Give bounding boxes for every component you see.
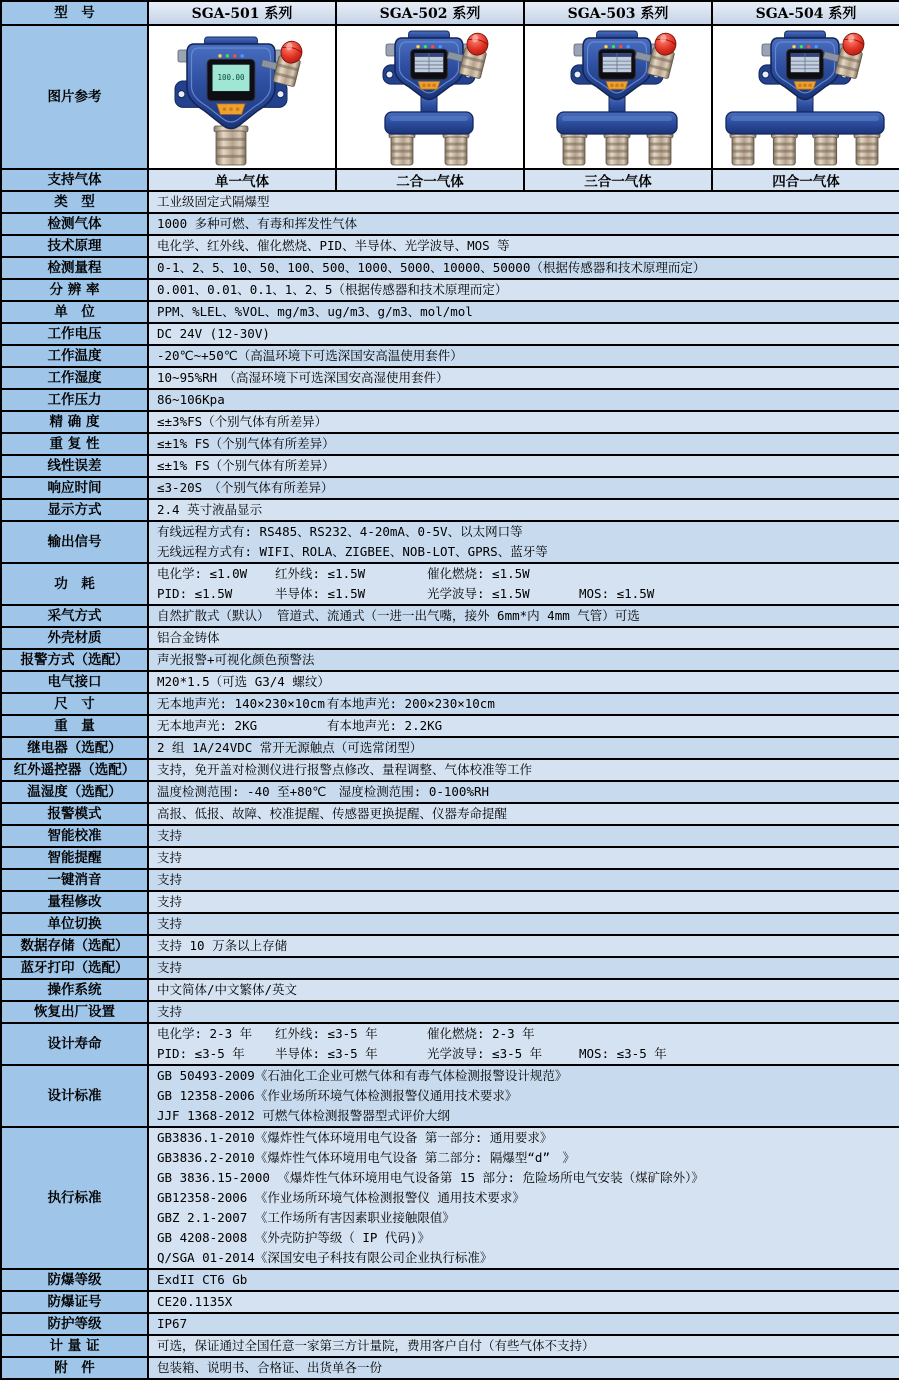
spec-value-line: 1000 多种可燃、有毒和挥发性气体 xyxy=(157,216,358,231)
spec-row xyxy=(1,979,899,1001)
spec-row xyxy=(1,411,899,433)
spec-value xyxy=(148,825,899,847)
spec-row xyxy=(1,759,899,781)
spec-value-line: 工业级固定式隔爆型 xyxy=(157,194,270,209)
spec-row xyxy=(1,605,899,627)
spec-value-line: JJF 1368-2012 可燃气体检测报警器型式评价大纲 xyxy=(157,1108,450,1123)
spec-label: 防爆证号 xyxy=(1,1291,148,1313)
spec-row xyxy=(1,1269,899,1291)
product-image-cell xyxy=(712,25,899,169)
spec-label: 工作电压 xyxy=(1,323,148,345)
spec-row xyxy=(1,433,899,455)
spec-value-line: GB 12358-2006《作业场所环境气体检测报警仪通用技术要求》 xyxy=(157,1088,518,1103)
spec-value xyxy=(148,649,899,671)
spec-row xyxy=(1,389,899,411)
spec-value xyxy=(148,411,899,433)
spec-value-line: 支持 xyxy=(157,960,183,975)
spec-value-line: DC 24V (12-30V) xyxy=(157,326,270,341)
spec-label: 重 量 xyxy=(1,715,148,737)
spec-value-line: Q/SGA 01-2014《深国安电子科技有限公司企业执行标准》 xyxy=(157,1250,493,1265)
spec-label: 工作湿度 xyxy=(1,367,148,389)
spec-label: 一键消音 xyxy=(1,869,148,891)
spec-row xyxy=(1,935,899,957)
model-header: SGA-504 系列 xyxy=(712,1,899,25)
spec-value xyxy=(148,1291,899,1313)
spec-value-segment: 无本地声光: 140×230×10cm xyxy=(157,696,325,711)
spec-value-line: 支持 xyxy=(157,1004,183,1019)
spec-row xyxy=(1,1335,899,1357)
spec-value-line: 支持 xyxy=(157,828,183,843)
spec-value xyxy=(148,1065,899,1127)
spec-row xyxy=(1,715,899,737)
spec-row xyxy=(1,803,899,825)
spec-label: 数据存储（选配） xyxy=(1,935,148,957)
spec-value-segment: 电化学: 2-3 年 xyxy=(157,1026,253,1041)
spec-value-line xyxy=(157,1044,891,1064)
spec-label: 显示方式 xyxy=(1,499,148,521)
product-image-cell xyxy=(336,25,524,169)
spec-label: 工作压力 xyxy=(1,389,148,411)
spec-value-segment: 催化燃烧: ≤1.5W xyxy=(427,566,530,581)
spec-label: 响应时间 xyxy=(1,477,148,499)
spec-value-line: 高报、低报、故障、校准提醒、传感器更换提醒、仪器寿命提醒 xyxy=(157,806,508,821)
spec-label: 功 耗 xyxy=(1,563,148,605)
spec-value-line: GB12358-2006 《作业场所环境气体检测报警仪 通用技术要求》 xyxy=(157,1190,525,1205)
spec-value-line: 86~106Kpa xyxy=(157,392,225,407)
spec-value-line: GB 3836.15-2000 《爆炸性气体环境用电气设备第 15 部分: 危险场所电气安装（煤矿除外）》 xyxy=(157,1170,704,1185)
spec-row xyxy=(1,323,899,345)
spec-value xyxy=(148,1313,899,1335)
spec-value xyxy=(148,913,899,935)
spec-label: 检测量程 xyxy=(1,257,148,279)
spec-row xyxy=(1,1065,899,1127)
spec-value-line: 2 组 1A/24VDC 常开无源触点（可选常闭型） xyxy=(157,740,423,755)
model-header: SGA-503 系列 xyxy=(524,1,712,25)
spec-row xyxy=(1,499,899,521)
spec-value-line: 可选，保证通过全国任意一家第三方计量院，费用客户自付（有些气体不支持） xyxy=(157,1338,595,1353)
spec-value-line: 温度检测范围: -40 至+80℃ 湿度检测范围: 0-100%RH xyxy=(157,784,490,799)
spec-value-line: PPM、%LEL、%VOL、mg/m3、ug/m3、g/m3、mol/mol xyxy=(157,304,473,319)
spec-row xyxy=(1,847,899,869)
spec-value-line: 支持，免开盖对检测仪进行报警点修改、量程调整、气体校准等工作 xyxy=(157,762,533,777)
spec-value-segment: PID: ≤1.5W xyxy=(157,586,233,601)
spec-value xyxy=(148,1335,899,1357)
spec-value xyxy=(148,869,899,891)
spec-row xyxy=(1,957,899,979)
spec-label: 类 型 xyxy=(1,191,148,213)
spec-row xyxy=(1,693,899,715)
spec-label: 重 复 性 xyxy=(1,433,148,455)
spec-value-line: ExdII CT6 Gb xyxy=(157,1272,248,1287)
spec-value xyxy=(148,389,899,411)
spec-row xyxy=(1,279,899,301)
spec-label: 继电器（选配） xyxy=(1,737,148,759)
spec-value-line: 支持 xyxy=(157,850,183,865)
spec-value-line: 电化学、红外线、催化燃烧、PID、半导体、光学波导、MOS 等 xyxy=(157,238,510,253)
spec-label: 采气方式 xyxy=(1,605,148,627)
spec-label: 防爆等级 xyxy=(1,1269,148,1291)
gas-type-cell: 四合一气体 xyxy=(712,169,899,191)
spec-value-segment: 电化学: ≤1.0W xyxy=(157,566,248,581)
spec-value-line: 支持 xyxy=(157,894,183,909)
spec-value-segment: MOS: ≤3-5 年 xyxy=(579,1046,667,1061)
spec-label: 蓝牙打印（选配） xyxy=(1,957,148,979)
spec-row xyxy=(1,235,899,257)
spec-row xyxy=(1,1127,899,1269)
spec-row xyxy=(1,781,899,803)
spec-value xyxy=(148,213,899,235)
spec-value-line xyxy=(157,564,891,584)
spec-value xyxy=(148,455,899,477)
svg-text:100.00: 100.00 xyxy=(217,72,245,82)
spec-value xyxy=(148,627,899,649)
spec-row xyxy=(1,649,899,671)
spec-label: 外壳材质 xyxy=(1,627,148,649)
spec-row xyxy=(1,671,899,693)
spec-value xyxy=(148,563,899,605)
product-image-cell xyxy=(148,25,336,169)
spec-row xyxy=(1,191,899,213)
spec-value-line: ≤±1% FS（个别气体有所差异） xyxy=(157,436,335,451)
gas-type-row xyxy=(1,169,899,191)
spec-value xyxy=(148,1023,899,1065)
spec-value xyxy=(148,499,899,521)
spec-value-line: ≤±1% FS（个别气体有所差异） xyxy=(157,458,335,473)
spec-label: 分 辨 率 xyxy=(1,279,148,301)
spec-value xyxy=(148,477,899,499)
spec-value xyxy=(148,1001,899,1023)
spec-label: 温湿度（选配） xyxy=(1,781,148,803)
spec-label: 线性误差 xyxy=(1,455,148,477)
spec-value-line: 声光报警+可视化颜色预警法 xyxy=(157,652,315,667)
product-image-cell xyxy=(524,25,712,169)
spec-value-line: 2.4 英寸液晶显示 xyxy=(157,502,263,517)
spec-label: 防护等级 xyxy=(1,1313,148,1335)
spec-label: 单 位 xyxy=(1,301,148,323)
spec-label: 报警方式（选配） xyxy=(1,649,148,671)
spec-value xyxy=(148,235,899,257)
spec-value xyxy=(148,803,899,825)
spec-row xyxy=(1,825,899,847)
spec-value xyxy=(148,693,899,715)
spec-value-segment: 有本地声光: 200×230×10cm xyxy=(327,696,495,711)
spec-label: 量程修改 xyxy=(1,891,148,913)
spec-value xyxy=(148,847,899,869)
gas-detector-3-sensor-icon xyxy=(525,26,711,168)
spec-value xyxy=(148,301,899,323)
spec-label: 计 量 证 xyxy=(1,1335,148,1357)
image-row-label: 图片参考 xyxy=(1,25,148,169)
spec-value-line: 包装箱、说明书、合格证、出货单各一份 xyxy=(157,1360,383,1375)
spec-value xyxy=(148,191,899,213)
spec-row xyxy=(1,455,899,477)
spec-value-line: 有线远程方式有: RS485、RS232、4-20mA、0-5V、以太网口等 xyxy=(157,524,523,539)
gas-type-cell: 三合一气体 xyxy=(524,169,712,191)
spec-value-line xyxy=(157,716,891,736)
model-row-label: 型 号 xyxy=(1,1,148,25)
spec-value xyxy=(148,957,899,979)
spec-row xyxy=(1,521,899,563)
spec-value-line: ≤±3%FS（个别气体有所差异） xyxy=(157,414,328,429)
model-header: SGA-501 系列 xyxy=(148,1,336,25)
spec-value xyxy=(148,671,899,693)
gas-type-cell: 单一气体 xyxy=(148,169,336,191)
gas-detector-2-sensor-icon xyxy=(337,26,523,168)
spec-row xyxy=(1,563,899,605)
spec-label: 智能校准 xyxy=(1,825,148,847)
spec-value-segment: 有本地声光: 2.2KG xyxy=(327,718,443,733)
spec-label: 附 件 xyxy=(1,1357,148,1379)
spec-row xyxy=(1,891,899,913)
spec-label: 工作温度 xyxy=(1,345,148,367)
spec-label: 执行标准 xyxy=(1,1127,148,1269)
spec-value-line: GBZ 2.1-2007 《工作场所有害因素职业接触限值》 xyxy=(157,1210,455,1225)
spec-value-segment: 光学波导: ≤1.5W xyxy=(427,586,530,601)
model-header-row xyxy=(1,1,899,25)
spec-row xyxy=(1,1357,899,1379)
spec-value-line: M20*1.5（可选 G3/4 螺纹） xyxy=(157,674,330,689)
spec-row xyxy=(1,345,899,367)
spec-value xyxy=(148,367,899,389)
spec-row xyxy=(1,1023,899,1065)
spec-value-segment: 催化燃烧: 2-3 年 xyxy=(427,1026,535,1041)
spec-value-line: 自然扩散式（默认） 管道式、流通式（一进一出气嘴，接外 6mm*内 4mm 气管）可选 xyxy=(157,608,640,623)
spec-value-line: ≤3-20S （个别气体有所差异） xyxy=(157,480,334,495)
spec-value-line: GB3836.1-2010《爆炸性气体环境用电气设备 第一部分: 通用要求》 xyxy=(157,1130,553,1145)
spec-value-line: 无线远程方式有: WIFI、ROLA、ZIGBEE、NOB-LOT、GPRS、蓝牙等 xyxy=(157,544,548,559)
spec-value-segment: 半导体: ≤1.5W xyxy=(275,586,366,601)
spec-value-line: 支持 10 万条以上存储 xyxy=(157,938,288,953)
spec-label: 操作系统 xyxy=(1,979,148,1001)
spec-value-line: 0.001、0.01、0.1、1、2、5（根据传感器和技术原理而定） xyxy=(157,282,508,297)
spec-value-segment: PID: ≤3-5 年 xyxy=(157,1046,245,1061)
spec-value-segment: 半导体: ≤3-5 年 xyxy=(275,1046,378,1061)
spec-value-line: CE20.1135X xyxy=(157,1294,233,1309)
spec-value-line: 10~95%RH （高湿环境下可选深国安高湿使用套件） xyxy=(157,370,449,385)
spec-label: 输出信号 xyxy=(1,521,148,563)
spec-value xyxy=(148,521,899,563)
spec-value-line: -20℃~+50℃（高温环境下可选深国安高温使用套件） xyxy=(157,348,463,363)
spec-value-line: 中文简体/中文繁体/英文 xyxy=(157,982,298,997)
spec-row xyxy=(1,869,899,891)
gas-detector-1-sensor-icon xyxy=(149,26,335,168)
spec-value-line: 支持 xyxy=(157,872,183,887)
spec-value xyxy=(148,1269,899,1291)
spec-value xyxy=(148,979,899,1001)
spec-label: 电气接口 xyxy=(1,671,148,693)
spec-value xyxy=(148,737,899,759)
spec-value-line: IP67 xyxy=(157,1316,188,1331)
spec-value-segment: 红外线: ≤3-5 年 xyxy=(275,1026,378,1041)
spec-label: 红外遥控器（选配） xyxy=(1,759,148,781)
spec-label: 单位切换 xyxy=(1,913,148,935)
spec-label: 尺 寸 xyxy=(1,693,148,715)
spec-value-segment: 光学波导: ≤3-5 年 xyxy=(427,1046,543,1061)
spec-value-segment: 无本地声光: 2KG xyxy=(157,718,258,733)
spec-row xyxy=(1,1001,899,1023)
spec-label: 恢复出厂设置 xyxy=(1,1001,148,1023)
spec-value xyxy=(148,323,899,345)
spec-row xyxy=(1,913,899,935)
spec-row xyxy=(1,1313,899,1335)
spec-label: 设计标准 xyxy=(1,1065,148,1127)
spec-value xyxy=(148,891,899,913)
spec-value-line xyxy=(157,1024,891,1044)
spec-row xyxy=(1,367,899,389)
spec-row xyxy=(1,737,899,759)
spec-value xyxy=(148,935,899,957)
gas-detector-4-sensor-icon xyxy=(713,26,899,168)
spec-row xyxy=(1,627,899,649)
spec-value-line: GB 4208-2008 《外壳防护等级（ IP 代码)》 xyxy=(157,1230,430,1245)
spec-value xyxy=(148,279,899,301)
spec-label: 报警模式 xyxy=(1,803,148,825)
spec-value-line xyxy=(157,584,891,604)
gas-row-label: 支持气体 xyxy=(1,169,148,191)
spec-value-line: GB3836.2-2010《爆炸性气体环境用电气设备 第二部分: 隔爆型“d” 》 xyxy=(157,1150,575,1165)
spec-row xyxy=(1,301,899,323)
spec-label: 智能提醒 xyxy=(1,847,148,869)
spec-value xyxy=(148,715,899,737)
spec-label: 设计寿命 xyxy=(1,1023,148,1065)
spec-label: 技术原理 xyxy=(1,235,148,257)
spec-value xyxy=(148,257,899,279)
spec-value-line: 铝合金铸体 xyxy=(157,630,220,645)
spec-value xyxy=(148,781,899,803)
spec-value-line xyxy=(157,694,891,714)
spec-value-line: GB 50493-2009《石油化工企业可燃气体和有毒气体检测报警设计规范》 xyxy=(157,1068,568,1083)
spec-value-line: 支持 xyxy=(157,916,183,931)
spec-value xyxy=(148,345,899,367)
spec-value xyxy=(148,433,899,455)
spec-value xyxy=(148,759,899,781)
spec-value xyxy=(148,605,899,627)
gas-type-cell: 二合一气体 xyxy=(336,169,524,191)
spec-value-segment: MOS: ≤1.5W xyxy=(579,586,655,601)
product-image-row xyxy=(1,25,899,169)
spec-label: 精 确 度 xyxy=(1,411,148,433)
spec-value-line: 0-1、2、5、10、50、100、500、1000、5000、10000、50000（根据传感器和技术原理而定） xyxy=(157,260,706,275)
spec-value xyxy=(148,1357,899,1379)
spec-row xyxy=(1,257,899,279)
spec-value-segment: 红外线: ≤1.5W xyxy=(275,566,366,581)
model-header: SGA-502 系列 xyxy=(336,1,524,25)
spec-label: 检测气体 xyxy=(1,213,148,235)
spec-value xyxy=(148,1127,899,1269)
spec-row xyxy=(1,213,899,235)
spec-row xyxy=(1,1291,899,1313)
spec-row xyxy=(1,477,899,499)
